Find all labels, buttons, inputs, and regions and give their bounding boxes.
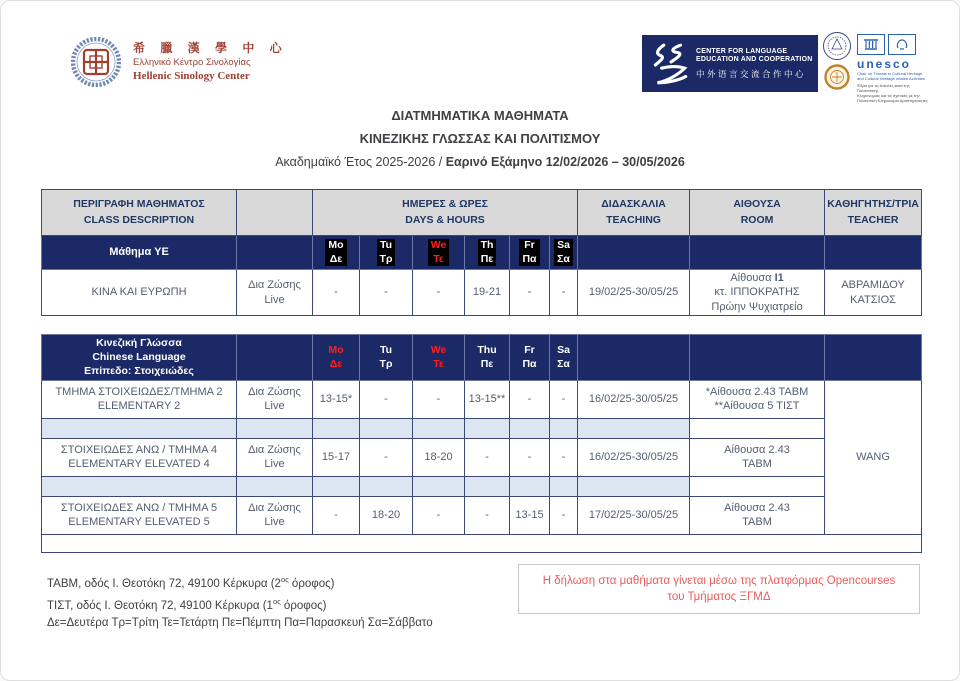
clec-name-line1: CENTER FOR LANGUAGE (696, 47, 788, 55)
sinology-name-cn: 希 臘 漢 學 中 心 (133, 41, 288, 55)
course-name: ΚΙΝΑ ΚΑΙ ΕΥΡΩΠΗ (42, 270, 237, 316)
course-mode-en: Live (264, 293, 285, 306)
hours-sa: - (550, 438, 578, 476)
clec-name-cn: 中外语言交流合作中心 (696, 68, 807, 79)
teaching-period: 16/02/25-30/05/25 (578, 380, 690, 418)
unesco-icons (857, 34, 929, 55)
room-line1: Αίθουσα I1 (730, 272, 784, 285)
spacer-cell (42, 418, 237, 438)
spacer-cell (313, 476, 360, 496)
col-header-description-en: CLASS DESCRIPTION (83, 213, 195, 226)
course-table-chinese-language (41, 334, 922, 553)
gold-seal-icon (824, 64, 850, 90)
room-line1: *Αίθουσα 2.43 ΤΑΒΜ (705, 385, 809, 398)
spacer-cell (42, 476, 237, 496)
col-header-days-en: DAYS & HOURS (405, 213, 485, 226)
spacer-cell (510, 476, 550, 496)
spacer-row (42, 476, 922, 496)
empty-cell (42, 534, 922, 552)
hours-fr: - (510, 438, 550, 476)
university-seal-icon (822, 31, 852, 61)
footnote-day-abbreviations: Δε=Δευτέρα Τρ=Τρίτη Τε=Τετάρτη Πε=Πέμπτη Πα=Παρασκευή Σα=Σάββατο (47, 616, 433, 629)
course-name (42, 380, 237, 418)
col-header-teacher (825, 190, 922, 236)
room-line2: ΤΑΒΜ (742, 458, 772, 471)
unesco-chair-logo (857, 34, 929, 103)
hours-tu: 18-20 (360, 496, 413, 534)
course-name-line2: ELEMENTARY ELEVATED 4 (68, 458, 210, 471)
clec-text (696, 48, 812, 80)
teacher-name: WANG (825, 380, 922, 534)
table1-subheader-row (42, 236, 922, 270)
day-header-fr: Fr Πα (510, 236, 550, 270)
course-name-line2: ELEMENTARY 2 (97, 400, 181, 413)
room-line2: **Αίθουσα 5 ΤΙΣΤ (714, 400, 800, 413)
sinology-name-gr: Ελληνικό Κέντρο Σινολογίας (133, 57, 251, 68)
spacer-cell (690, 476, 825, 496)
empty-cell (825, 236, 922, 270)
footnote-tist: ΤΙΣΤ, οδός Ι. Θεοτόκη 72, 49100 Κέρκυρα ($1^{o\varsigma}$ όροφος) (47, 596, 327, 612)
academic-year-line (1, 155, 959, 169)
room-info (690, 270, 825, 316)
col-header-teacher-gr: ΚΑΘΗΓΗΤΗΣ/ΤΡΙΑ (827, 198, 919, 211)
course-mode-gr: Δια Ζώσης (248, 279, 301, 292)
course-mode-gr: Δια Ζώσης (248, 443, 301, 456)
col-header-teaching-en: TEACHING (606, 213, 661, 226)
hours-tu: - (360, 438, 413, 476)
spacer-cell (578, 418, 690, 438)
notice-line1: Η δήλωση στα μαθήματα γίνεται μέσω της πλατφόρμας Opencourses (542, 575, 896, 587)
room-info (690, 380, 825, 418)
hours-tu: - (360, 380, 413, 418)
teacher-name-line2: ΚΑΤΣΙΟΣ (850, 293, 896, 306)
footnote-tabm: ΤΑΒΜ, οδός Ι. Θεοτόκη 72, 49100 Κέρκυρα ($2^{o\varsigma}$ όροφος) (47, 575, 335, 590)
table2-header-row (42, 335, 922, 381)
sinology-logo (71, 37, 288, 87)
col-header-description-gr: ΠΕΡΙΓΡΑΦΗ ΜΑΘΗΜΑΤΟΣ (73, 198, 205, 211)
spacer-cell (313, 418, 360, 438)
hours-mo: 15-17 (313, 438, 360, 476)
empty-cell (237, 335, 313, 381)
course-name (42, 496, 237, 534)
empty-cell (578, 335, 690, 381)
hours-we: - (413, 380, 465, 418)
course-table-ye (41, 189, 922, 316)
unesco-chair-greek (857, 83, 929, 103)
table1-header-row (42, 190, 922, 236)
course-mode-gr: Δια Ζώσης (248, 501, 301, 514)
col-header-teaching (578, 190, 690, 236)
notice-line2: του Τμήματος ΞΓΜΔ (667, 591, 771, 603)
hours-mo: - (313, 496, 360, 534)
hours-we: - (413, 270, 465, 316)
hours-sa: - (550, 270, 578, 316)
room-line2: ΤΑΒΜ (742, 516, 772, 529)
course-mode (237, 438, 313, 476)
course-mode (237, 496, 313, 534)
spacer-cell (237, 476, 313, 496)
hours-fr: - (510, 380, 550, 418)
day-header-we: We Τε (413, 335, 465, 381)
group-label-level: Επίπεδο: Στοιχειώδες (84, 365, 194, 378)
semester-dates: Εαρινό Εξάμηνο 12/02/2026 – 30/05/2026 (445, 155, 685, 169)
empty-cell (690, 236, 825, 270)
col-header-days (313, 190, 578, 236)
col-header-description (42, 190, 237, 236)
spacer-cell (413, 418, 465, 438)
day-header-tu: Tu Τρ (360, 335, 413, 381)
course-mode-en: Live (264, 516, 285, 529)
spacer-row (42, 418, 922, 438)
room-line1: Αίθουσα 2.43 (724, 501, 790, 514)
teacher-name (825, 270, 922, 316)
unesco-chair-title-line2: and Cultural Heritage related Activities (857, 76, 925, 81)
col-header-teaching-gr: ΔΙΔΑΣΚΑΛΙΑ (601, 198, 666, 211)
course-name-line2: ELEMENTARY ELEVATED 5 (68, 516, 210, 529)
group-label-gr: Κινεζική Γλώσσα (96, 337, 182, 349)
hours-sa: - (550, 496, 578, 534)
hours-th: - (465, 438, 510, 476)
clec-banner (642, 35, 818, 92)
day-header-tu: Tu Τρ (360, 236, 413, 270)
spacer-cell (413, 476, 465, 496)
hours-th: 19-21 (465, 270, 510, 316)
col-header-teacher-en: TEACHER (847, 213, 899, 226)
unesco-chair-greek-line: Κληρονομιάς και τις σχετικές με την (857, 93, 920, 98)
hours-fr: 13-15 (510, 496, 550, 534)
empty-cell (825, 335, 922, 381)
clec-name-line2: EDUCATION AND COOPERATION (696, 56, 813, 63)
sinology-seal-icon (71, 37, 121, 87)
page-title: ΔΙΑΤΜΗΜΑΤΙΚΑ ΜΑΘΗΜΑΤΑ (391, 108, 569, 123)
day-header-mo: Mo Δε (313, 335, 360, 381)
teacher-name-line1: ΑΒΡΑΜΙΔΟΥ (841, 279, 905, 292)
table-row (42, 496, 922, 534)
spacer-cell (465, 418, 510, 438)
empty-cell (237, 236, 313, 270)
table2-bottom-row (42, 534, 922, 552)
course-name (42, 438, 237, 476)
table-row (42, 380, 922, 418)
spacer-cell (550, 418, 578, 438)
spacer-cell (360, 418, 413, 438)
group-label-en: Chinese Language (92, 351, 186, 364)
hours-we: - (413, 496, 465, 534)
unesco-chair-greek-line: Έδρα για τις Απειλές κατά της Πολιτιστικής (857, 83, 910, 93)
unesco-wordmark: unesco (857, 57, 912, 71)
empty-cell (690, 335, 825, 381)
course-mode-en: Live (264, 400, 285, 413)
day-header-fr: Fr Πα (510, 335, 550, 381)
course-mode (237, 380, 313, 418)
hours-sa: - (550, 380, 578, 418)
spacer-cell (690, 418, 825, 438)
day-header-th: Thu Πε (465, 335, 510, 381)
sinology-name-en: Hellenic Sinology Center (133, 70, 250, 82)
empty-cell (578, 236, 690, 270)
day-header-sa: Sa Σα (550, 236, 578, 270)
day-header-mo: Mo Δε (313, 236, 360, 270)
day-header-we: We Τε (413, 236, 465, 270)
registration-notice-box (518, 564, 920, 614)
spacer-cell (510, 418, 550, 438)
col-header-room-en: ROOM (740, 213, 774, 226)
course-mode-gr: Δια Ζώσης (248, 385, 301, 398)
room-line1: Αίθουσα 2.43 (724, 443, 790, 456)
course-group-label (42, 335, 237, 381)
teaching-period: 17/02/25-30/05/25 (578, 496, 690, 534)
col-header-days-gr: ΗΜΕΡΕΣ & ΩΡΕΣ (402, 198, 488, 211)
unesco-chair-greek-line: Πολιτιστική Κληρονομιά Δραστηριότητες (857, 98, 928, 103)
course-name-line1: ΤΜΗΜΑ ΣΤΟΙΧΕΙΩΔΕΣ/ΤΜΗΜΑ 2 (55, 385, 223, 398)
course-group-label (42, 236, 237, 270)
heritage-emblem-icon (888, 34, 916, 55)
hours-we: 18-20 (413, 438, 465, 476)
hours-mo: 13-15* (313, 380, 360, 418)
clec-logo-icon (648, 41, 692, 87)
course-mode-en: Live (264, 458, 285, 471)
room-info (690, 496, 825, 534)
unesco-chair-title-line1: Chair on Threats to Cultural Heritage (857, 71, 923, 76)
day-header-th: Th Πε (465, 236, 510, 270)
spacer-cell (550, 476, 578, 496)
teaching-period: 19/02/25-30/05/25 (578, 270, 690, 316)
hours-mo: - (313, 270, 360, 316)
hours-tu: - (360, 270, 413, 316)
day-header-sa: Sa Σα (550, 335, 578, 381)
spacer-cell (578, 476, 690, 496)
course-name-line1: ΣΤΟΙΧΕΙΩΔΕΣ ΑΝΩ / ΤΜΗΜΑ 5 (60, 501, 218, 514)
course-name-line1: ΣΤΟΙΧΕΙΩΔΕΣ ΑΝΩ / ΤΜΗΜΑ 4 (60, 443, 218, 456)
col-header-mode (237, 190, 313, 236)
spacer-cell (465, 476, 510, 496)
table-row (42, 270, 922, 316)
table-row (42, 438, 922, 476)
page-subtitle: ΚΙΝΕΖΙΚΗΣ ΓΛΩΣΣΑΣ ΚΑΙ ΠΟΛΙΤΙΣΜΟΥ (359, 131, 601, 146)
room-line3: Πρώην Ψυχιατρείο (711, 300, 803, 313)
teaching-period: 16/02/25-30/05/25 (578, 438, 690, 476)
spacer-cell (360, 476, 413, 496)
col-header-room (690, 190, 825, 236)
hours-th: 13-15** (465, 380, 510, 418)
room-info (690, 438, 825, 476)
course-group-label-text: Μάθημα ΥΕ (109, 246, 169, 259)
col-header-room-gr: ΑΙΘΟΥΣΑ (733, 198, 781, 211)
course-mode (237, 270, 313, 316)
hours-th: - (465, 496, 510, 534)
hours-fr: - (510, 270, 550, 316)
room-line2: κτ. ΙΠΠΟΚΡΑΤΗΣ (714, 286, 800, 299)
document-title-block (1, 108, 959, 169)
spacer-cell (237, 418, 313, 438)
academic-year: Ακαδημαϊκό Έτος 2025-2026 / (275, 155, 446, 169)
footnotes (47, 571, 433, 632)
sinology-text (133, 41, 288, 83)
partner-seals (821, 31, 853, 93)
unesco-temple-icon (857, 34, 885, 55)
